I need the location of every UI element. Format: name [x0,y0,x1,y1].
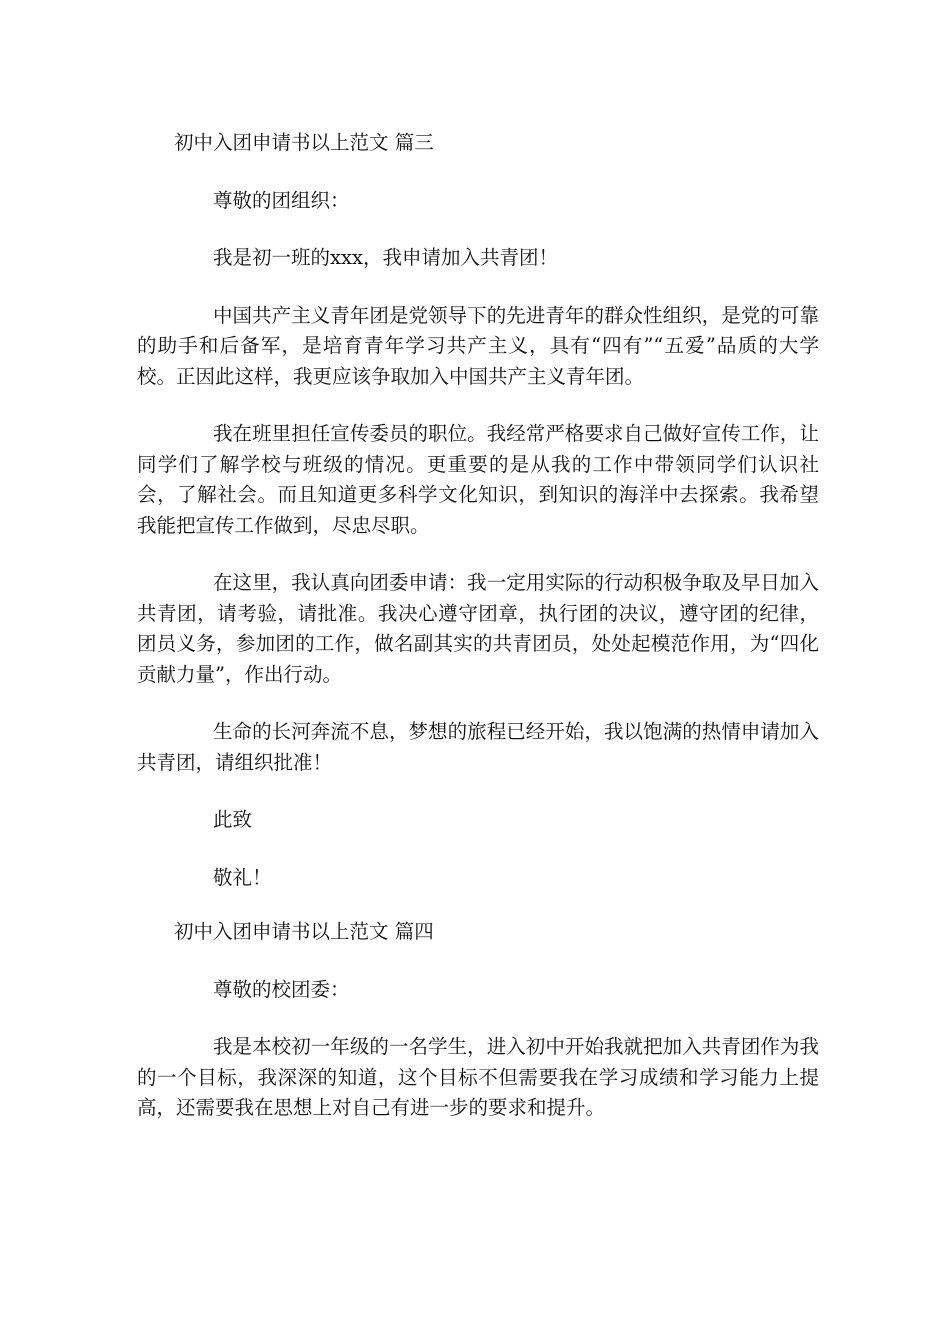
paragraph: 中国共产主义青年团是党领导下的先进青年的群众性组织，是党的可靠的助手和后备军，是培育青年学习共产主义，具有“四有”“五爱”品质的大学校。正因此这样，我更应该争取加入中国共产主义青年团。 [137,303,819,388]
paragraph: 在这里，我认真向团委申请：我一定用实际的行动积极争取及早日加入共青团，请考验，请批准。我决心遵守团章，执行团的决议，遵守团的纪律，团员义务，参加团的工作，做名副其实的共青团员，处处起模范作用，为“四化贡献力量”，作出行动。 [137,571,819,686]
paragraph: 我是初一班的xxx，我申请加入共青团！ [213,246,558,269]
section-title-3: 初中入团申请书以上范文 篇三 [174,131,434,154]
greeting-3: 尊敬的团组织： [213,188,350,212]
salute-line: 敬礼！ [213,865,272,889]
document-body [137,128,819,1151]
paragraph: 我在班里担任宣传委员的职位。我经常严格要求自己做好宣传工作，让同学们了解学校与班级的情况。更重要的是从我的工作中带领同学们认识社会，了解社会。而且知道更多科学文化知识，到知识的海洋中去探索。我希望我能把宣传工作做到，尽忠尽职。 [137,422,819,537]
paragraph: 我是本校初一年级的一名学生，进入初中开始我就把加入共青团作为我的一个目标，我深深的知道，这个目标不但需要我在学习成绩和学习能力上提高，还需要我在思想上对自己有进一步的要求和提升。 [137,1035,819,1119]
greeting-4: 尊敬的校团委： [213,977,350,1001]
closing-line: 此致 [213,808,253,831]
section-title-4: 初中入团申请书以上范文 篇四 [174,920,434,943]
paragraph: 生命的长河奔流不息，梦想的旅程已经开始，我以饱满的热情申请加入共青团，请组织批准！ [137,720,819,774]
